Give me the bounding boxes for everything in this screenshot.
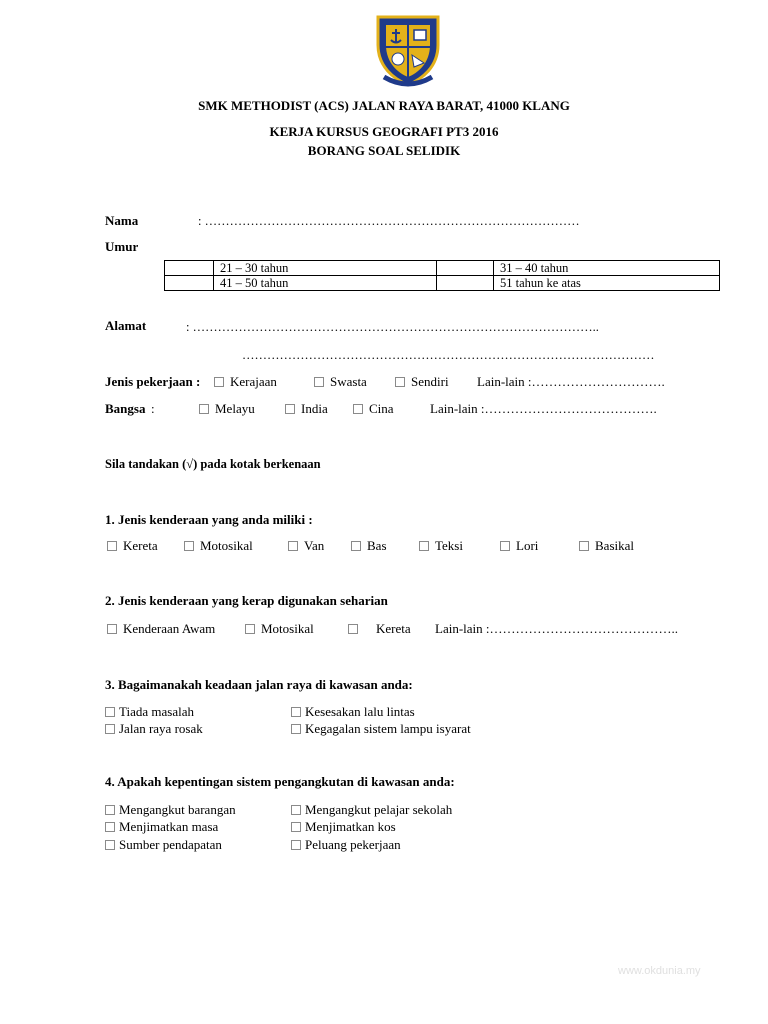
checkbox-icon bbox=[351, 541, 361, 551]
age-option: 31 – 40 tahun bbox=[494, 261, 720, 276]
checkbox-icon bbox=[214, 377, 224, 387]
checkbox-icon bbox=[291, 724, 301, 734]
umur-label: Umur bbox=[105, 239, 139, 254]
age-option: 51 tahun ke atas bbox=[494, 276, 720, 291]
q2-question: 2. Jenis kenderaan yang kerap digunakan seharian bbox=[105, 593, 388, 608]
checkbox-icon bbox=[107, 624, 117, 634]
checkbox-icon bbox=[184, 541, 194, 551]
nama-field[interactable]: : ……………………………………………………………………………… bbox=[198, 214, 580, 228]
q1-option-teksi[interactable]: Teksi bbox=[419, 538, 463, 554]
alamat-label: Alamat bbox=[105, 318, 147, 333]
checkbox-icon bbox=[105, 707, 115, 717]
q3-option-lampu-isyarat[interactable]: Kegagalan sistem lampu isyarat bbox=[291, 721, 471, 737]
instruction-text: Sila tandakan (√) pada kotak berkenaan bbox=[105, 457, 321, 471]
q1-option-basikal[interactable]: Basikal bbox=[579, 538, 634, 554]
q1-option-lori[interactable]: Lori bbox=[500, 538, 538, 554]
checkbox-icon bbox=[419, 541, 429, 551]
age-checkbox-41-50[interactable] bbox=[165, 276, 214, 291]
school-crest-logo bbox=[376, 15, 440, 87]
bangsa-lain-field[interactable]: Lain-lain :…………………………………. bbox=[430, 401, 657, 416]
checkbox-icon bbox=[107, 541, 117, 551]
q4-option-peluang-pekerjaan[interactable]: Peluang pekerjaan bbox=[291, 837, 401, 853]
alamat-field-2[interactable]: ……………………………………………………………………………………… bbox=[242, 348, 655, 362]
checkbox-icon bbox=[500, 541, 510, 551]
q4-option-angkut-pelajar[interactable]: Mengangkut pelajar sekolah bbox=[291, 802, 452, 818]
q2-option-kenderaan-awam[interactable]: Kenderaan Awam bbox=[107, 621, 215, 637]
checkbox-icon bbox=[105, 805, 115, 815]
pekerjaan-label: Jenis pekerjaan : bbox=[105, 374, 201, 389]
form-title: KERJA KURSUS GEOGRAFI PT3 2016 bbox=[269, 124, 499, 139]
q3-option-kesesakan[interactable]: Kesesakan lalu lintas bbox=[291, 704, 415, 720]
q1-option-kereta[interactable]: Kereta bbox=[107, 538, 158, 554]
school-name: SMK METHODIST (ACS) JALAN RAYA BARAT, 41000 KLANG bbox=[198, 98, 570, 113]
q1-option-van[interactable]: Van bbox=[288, 538, 324, 554]
pekerjaan-option-kerajaan[interactable]: Kerajaan bbox=[214, 374, 277, 390]
age-checkbox-51-plus[interactable] bbox=[437, 276, 494, 291]
checkbox-icon bbox=[291, 707, 301, 717]
q2-option-motosikal[interactable]: Motosikal bbox=[245, 621, 314, 637]
checkbox-icon bbox=[314, 377, 324, 387]
checkbox-icon bbox=[395, 377, 405, 387]
form-subtitle: BORANG SOAL SELIDIK bbox=[307, 143, 461, 158]
alamat-field-1[interactable]: : …………………………………………………………………………………….. bbox=[186, 320, 599, 334]
bangsa-option-india[interactable]: India bbox=[285, 401, 328, 417]
bangsa-label: Bangsa bbox=[105, 401, 146, 416]
age-checkbox-21-30[interactable] bbox=[165, 261, 214, 276]
q3-option-tiada-masalah[interactable]: Tiada masalah bbox=[105, 704, 194, 720]
age-table bbox=[164, 260, 720, 291]
q4-option-jimat-masa[interactable]: Menjimatkan masa bbox=[105, 819, 218, 835]
q3-option-jalan-rosak[interactable]: Jalan raya rosak bbox=[105, 721, 203, 737]
q3-question: 3. Bagaimanakah keadaan jalan raya di kawasan anda: bbox=[105, 677, 413, 692]
age-option: 41 – 50 tahun bbox=[214, 276, 437, 291]
checkbox-icon bbox=[105, 724, 115, 734]
q1-question: 1. Jenis kenderaan yang anda miliki : bbox=[105, 512, 313, 527]
bangsa-option-melayu[interactable]: Melayu bbox=[199, 401, 255, 417]
checkbox-icon bbox=[353, 404, 363, 414]
pekerjaan-option-sendiri[interactable]: Sendiri bbox=[395, 374, 449, 390]
q1-option-motosikal[interactable]: Motosikal bbox=[184, 538, 253, 554]
bangsa-option-cina[interactable]: Cina bbox=[353, 401, 394, 417]
nama-label: Nama bbox=[105, 213, 139, 228]
checkbox-icon bbox=[199, 404, 209, 414]
checkbox-icon bbox=[291, 822, 301, 832]
q4-option-sumber-pendapatan[interactable]: Sumber pendapatan bbox=[105, 837, 222, 853]
age-checkbox-31-40[interactable] bbox=[437, 261, 494, 276]
checkbox-icon bbox=[291, 840, 301, 850]
q2-lain-field[interactable]: Lain-lain :…………………………………….. bbox=[435, 621, 679, 636]
checkbox-icon bbox=[348, 624, 358, 634]
pekerjaan-lain-field[interactable]: Lain-lain :…………………………. bbox=[477, 374, 665, 389]
bangsa-colon: : bbox=[151, 401, 155, 416]
checkbox-icon bbox=[579, 541, 589, 551]
watermark: www.okdunia.my bbox=[618, 965, 701, 977]
checkbox-icon bbox=[245, 624, 255, 634]
checkbox-icon bbox=[285, 404, 295, 414]
checkbox-icon bbox=[105, 840, 115, 850]
pekerjaan-option-swasta[interactable]: Swasta bbox=[314, 374, 367, 390]
checkbox-icon bbox=[291, 805, 301, 815]
checkbox-icon bbox=[105, 822, 115, 832]
q1-option-bas[interactable]: Bas bbox=[351, 538, 387, 554]
q4-option-jimat-kos[interactable]: Menjimatkan kos bbox=[291, 819, 396, 835]
age-option: 21 – 30 tahun bbox=[214, 261, 437, 276]
checkbox-icon bbox=[288, 541, 298, 551]
q4-question: 4. Apakah kepentingan sistem pengangkutan di kawasan anda: bbox=[105, 774, 455, 789]
q2-option-kereta[interactable]: Kereta bbox=[348, 621, 411, 637]
q4-option-angkut-barangan[interactable]: Mengangkut barangan bbox=[105, 802, 236, 818]
